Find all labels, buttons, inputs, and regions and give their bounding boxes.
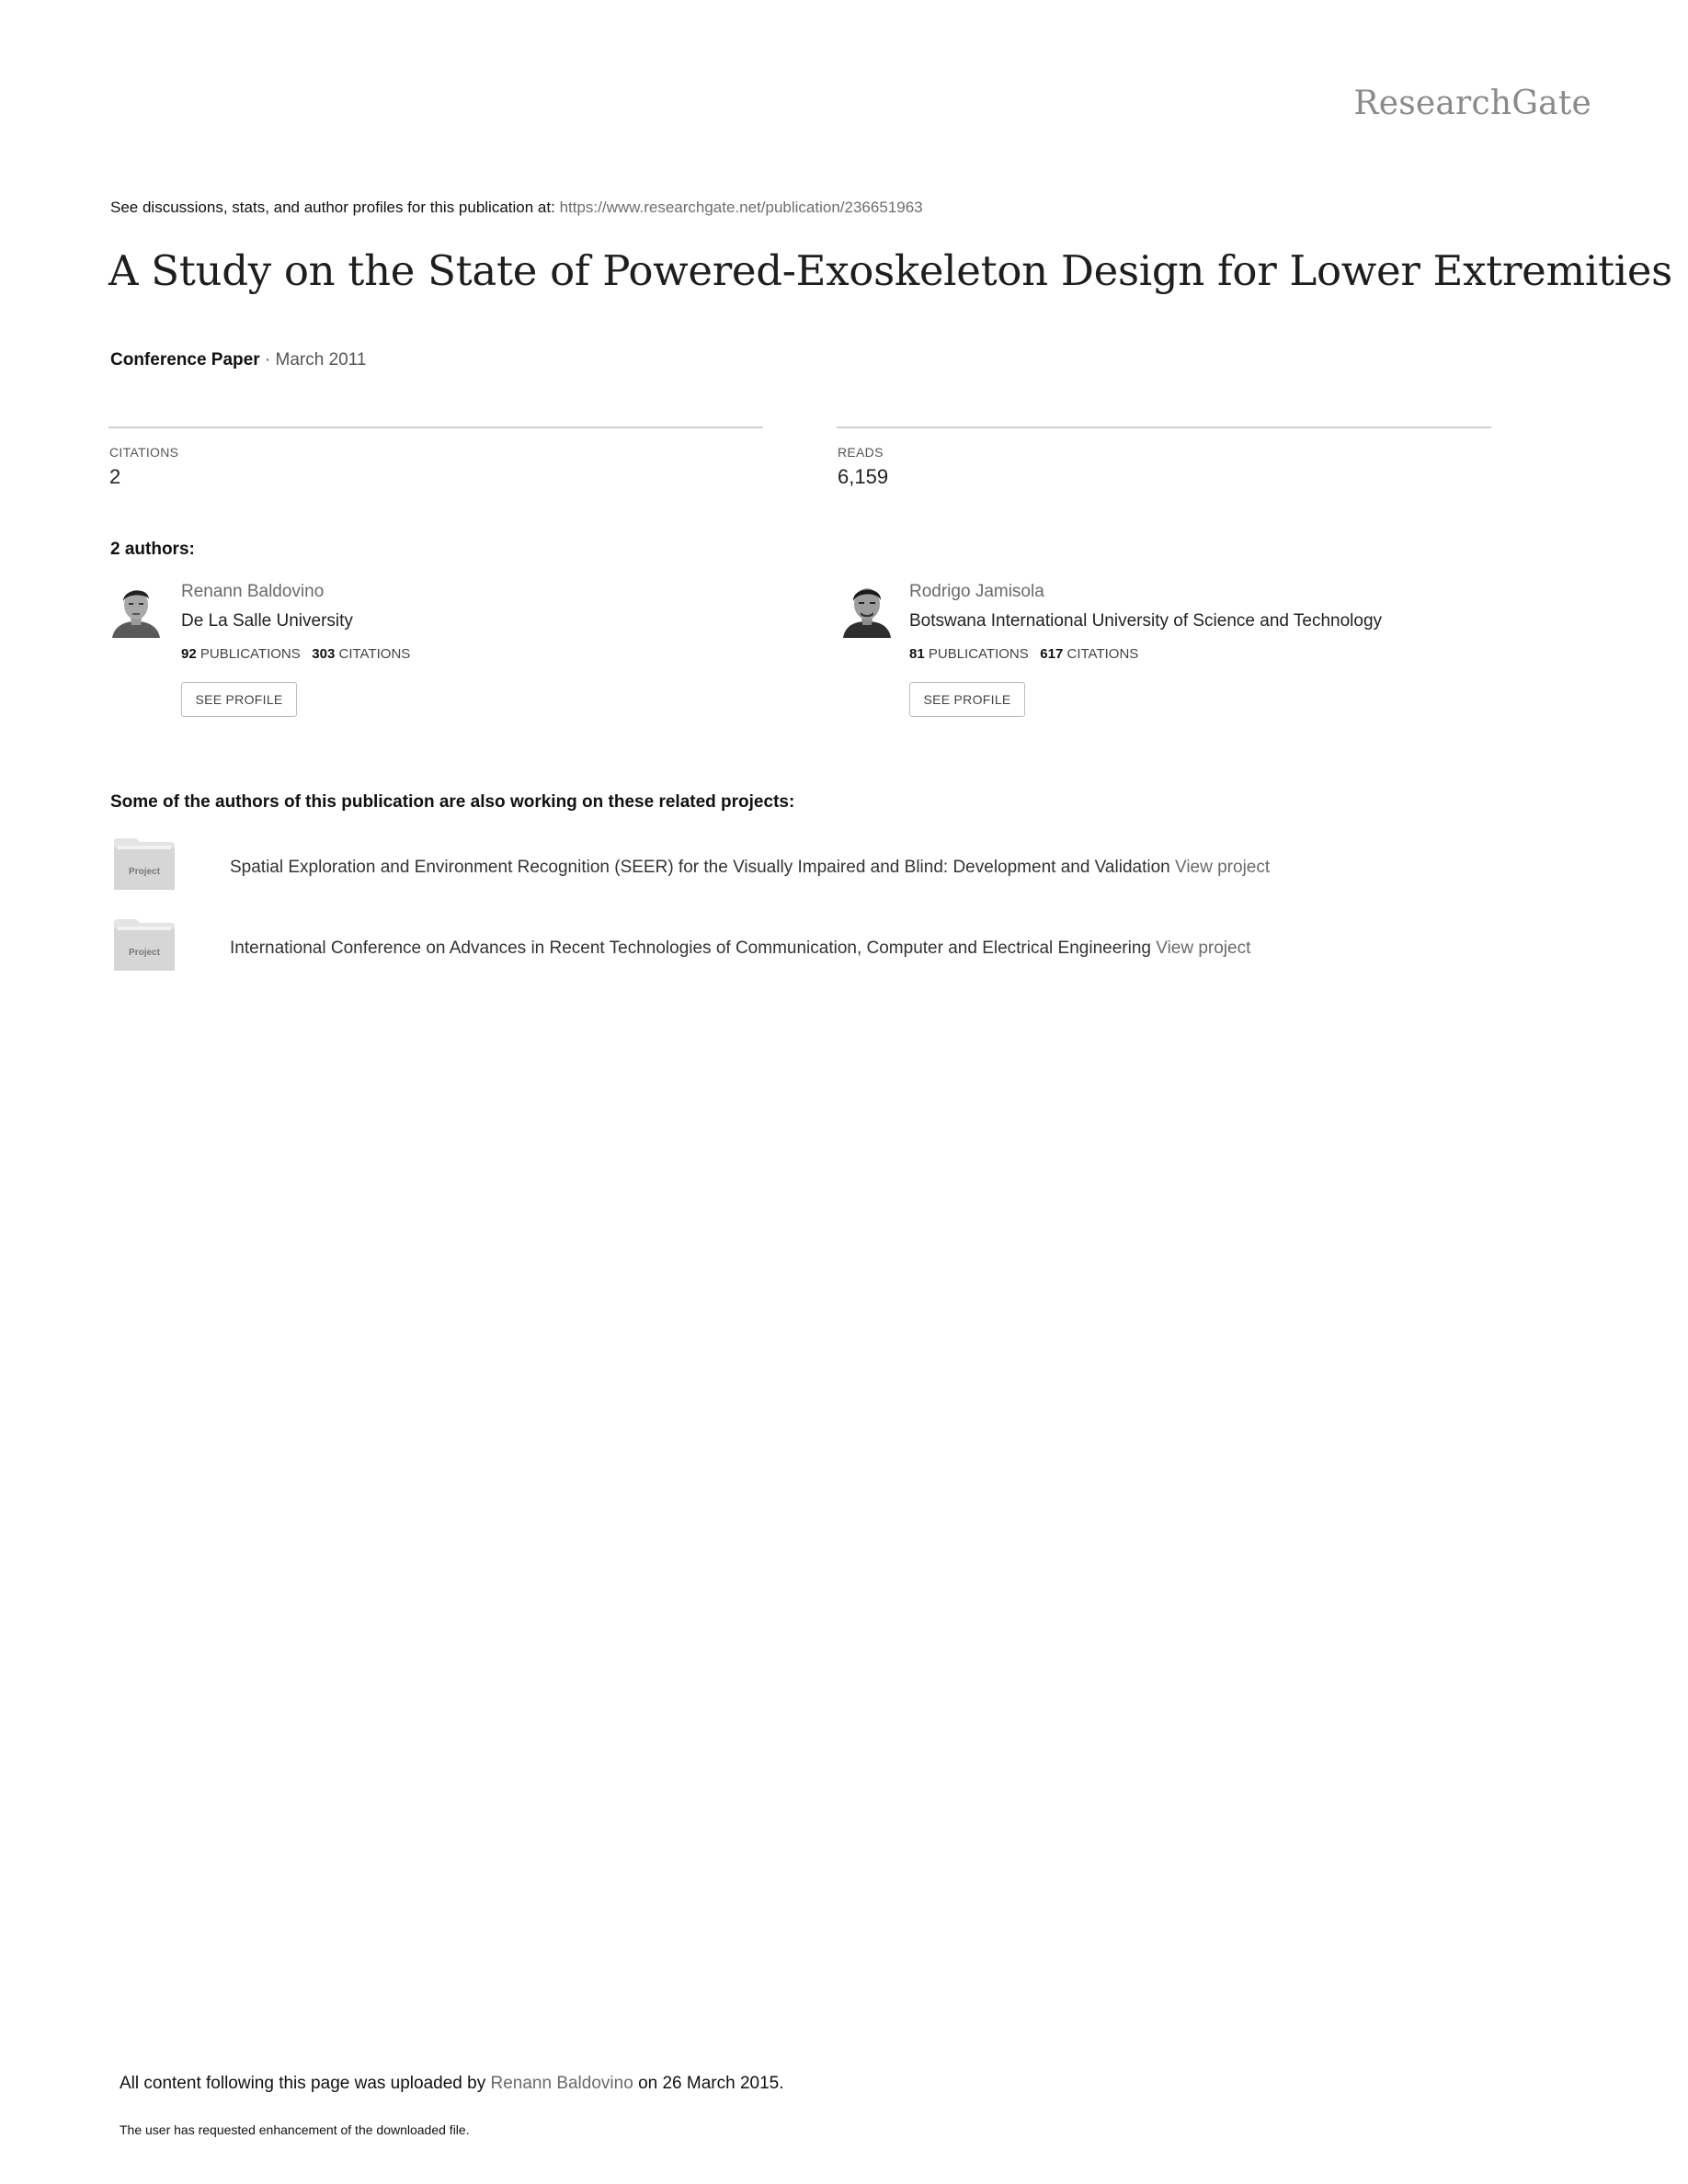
author-publications-label: PUBLICATIONS: [928, 646, 1029, 662]
view-project-link[interactable]: View project: [1175, 858, 1271, 877]
publication-title: A Study on the State of Powered-Exoskeleton Design for Lower Extremities: [108, 246, 1672, 295]
author-avatar[interactable]: [841, 581, 893, 638]
see-profile-button[interactable]: SEE PROFILE: [181, 682, 297, 717]
project-icon-label: Project: [129, 948, 160, 958]
reads-value: 6,159: [838, 465, 889, 488]
enhancement-note: The user has requested enhancement of the downloaded file.: [120, 2122, 470, 2137]
citations-value: 2: [109, 465, 121, 488]
author-institution[interactable]: Botswana International University of Science and Technology: [909, 611, 1383, 631]
project-item: [230, 858, 1270, 878]
view-project-link[interactable]: View project: [1156, 938, 1251, 958]
project-title: Spatial Exploration and Environment Recognition (SEER) for the Visually Impaired and Blind: Development and Validation: [230, 858, 1170, 877]
uploaded-suffix: on 26 March 2015.: [638, 2074, 784, 2093]
author-citations-count: 303: [312, 646, 336, 662]
author-citations-count: 617: [1040, 646, 1064, 662]
author-citations-label: CITATIONS: [338, 646, 411, 662]
publication-url-link[interactable]: https://www.researchgate.net/publication/236651963: [559, 199, 923, 216]
avatar-photo-icon: [841, 581, 893, 638]
author-institution[interactable]: De La Salle University: [181, 611, 353, 631]
see-discussions-text: See discussions, stats, and author profiles for this publication at:: [110, 199, 555, 216]
project-icon-label: Project: [129, 867, 160, 877]
researchgate-logo[interactable]: ResearchGate: [1353, 85, 1591, 122]
author-name-link[interactable]: Rodrigo Jamisola: [909, 582, 1044, 601]
author-avatar[interactable]: [110, 581, 162, 638]
authors-heading: 2 authors:: [110, 540, 195, 559]
project-folder-icon[interactable]: [114, 838, 175, 890]
avatar-photo-icon: [110, 581, 162, 638]
author-name-link[interactable]: Renann Baldovino: [181, 582, 325, 601]
author-publications-label: PUBLICATIONS: [200, 646, 301, 662]
reads-divider: [837, 427, 1491, 428]
project-title: International Conference on Advances in Recent Technologies of Communication, Computer and Electrical Engineering: [230, 938, 1151, 958]
publication-date: March 2011: [275, 350, 367, 370]
see-discussions-line: [110, 199, 923, 217]
reads-label: READS: [838, 445, 884, 460]
citations-divider: [108, 427, 763, 428]
author-publications-count: 81: [909, 646, 925, 662]
related-projects-heading: Some of the authors of this publication are also working on these related projects:: [110, 792, 795, 812]
publication-type: Conference Paper: [110, 350, 260, 370]
author-publications-count: 92: [181, 646, 197, 662]
uploaded-by-line: [120, 2074, 784, 2094]
see-profile-button[interactable]: SEE PROFILE: [909, 682, 1025, 717]
publication-meta: [110, 350, 366, 370]
uploader-link[interactable]: Renann Baldovino: [490, 2074, 633, 2093]
citations-label: CITATIONS: [109, 445, 179, 460]
uploaded-prefix: All content following this page was uploaded by: [120, 2074, 486, 2093]
meta-separator: ·: [264, 350, 271, 370]
author-stats: [909, 646, 1138, 662]
project-folder-icon[interactable]: [114, 919, 175, 971]
author-stats: [181, 646, 410, 662]
project-item: [230, 938, 1250, 959]
author-citations-label: CITATIONS: [1066, 646, 1139, 662]
